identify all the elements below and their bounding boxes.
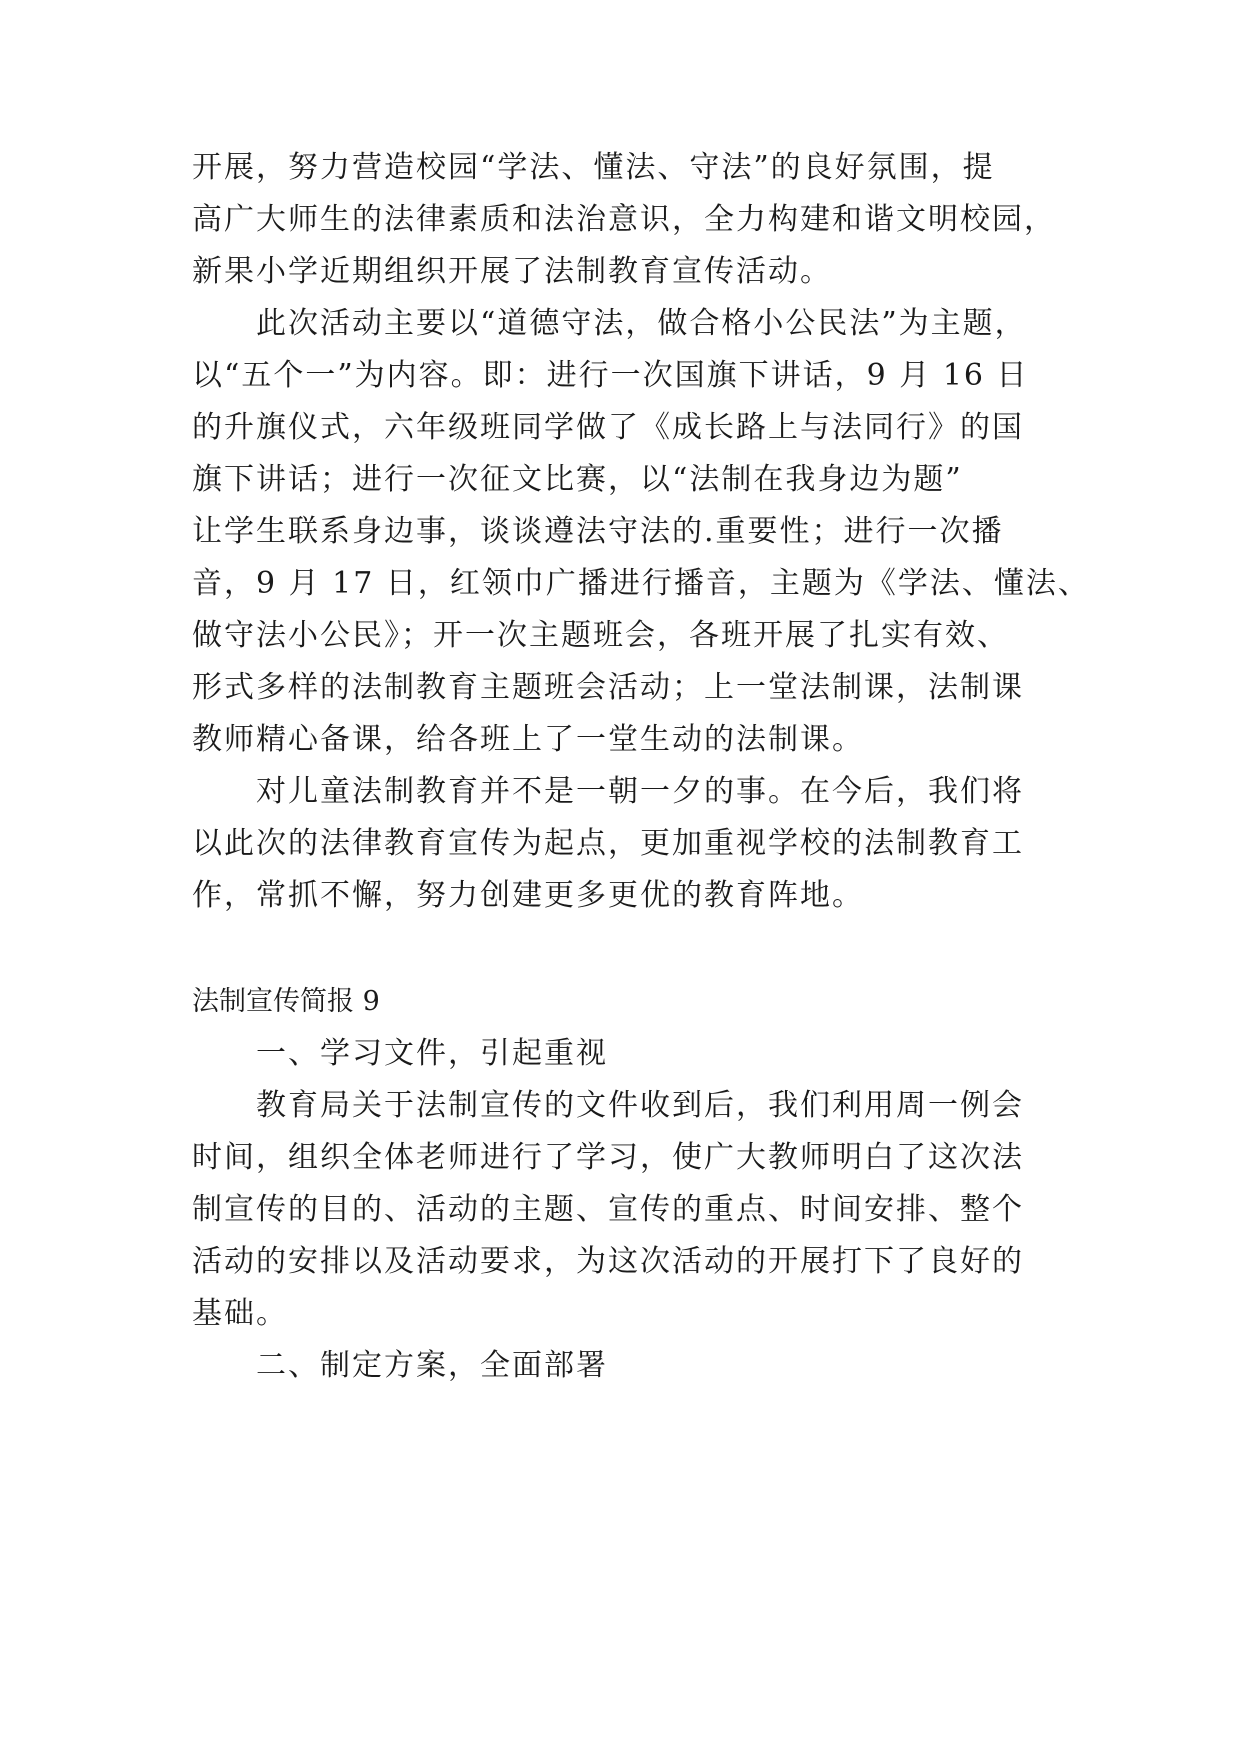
paragraph-1-line: 高广大师生的法律素质和法治意识，全力构建和谐文明校园，: [192, 202, 1056, 237]
paragraph-2-line: 教师精心备课，给各班上了一堂生动的法制课。: [192, 722, 864, 757]
paragraph-1-line: 新果小学近期组织开展了法制教育宣传活动。: [192, 254, 832, 289]
paragraph-4-line: 活动的安排以及活动要求，为这次活动的开展打下了良好的: [192, 1244, 1024, 1279]
paragraph-3-line: 对儿童法制教育并不是一朝一夕的事。在今后，我们将: [256, 774, 1024, 809]
paragraph-2-line: 让学生联系身边事，谈谈遵法守法的.重要性；进行一次播: [192, 514, 1004, 549]
paragraph-4-line: 制宣传的目的、活动的主题、宣传的重点、时间安排、整个: [192, 1192, 1024, 1227]
subheading-2: 二、制定方案，全面部署: [256, 1348, 608, 1383]
subheading-1: 一、学习文件，引起重视: [256, 1036, 608, 1071]
paragraph-2-line: 做守法小公民》；开一次主题班会，各班开展了扎实有效、: [192, 618, 1009, 653]
paragraph-4-line: 时间，组织全体老师进行了学习，使广大教师明白了这次法: [192, 1140, 1024, 1175]
paragraph-2-line: 音，9 月 17 日，红领巾广播进行播音，主题为《学法、懂法、: [192, 566, 1090, 601]
paragraph-2-line: 此次活动主要以“道德守法，做合格小公民法”为主题，: [256, 306, 1027, 341]
paragraph-2-line: 形式多样的法制教育主题班会活动；上一堂法制课，法制课: [192, 670, 1024, 705]
paragraph-4-line: 基础。: [192, 1296, 288, 1331]
paragraph-2-line: 以“五个一”为内容。即：进行一次国旗下讲话，9 月 16 日: [192, 358, 1029, 393]
paragraph-2-line: 的升旗仪式，六年级班同学做了《成长路上与法同行》的国: [192, 410, 1024, 445]
paragraph-4-line: 教育局关于法制宣传的文件收到后，我们利用周一例会: [256, 1088, 1024, 1123]
paragraph-1-line: 开展，努力营造校园“学法、懂法、守法”的良好氛围，提: [192, 150, 995, 185]
paragraph-3-line: 作，常抓不懈，努力创建更多更优的教育阵地。: [192, 878, 864, 913]
section-title: 法制宣传简报 9: [192, 986, 380, 1017]
paragraph-3-line: 以此次的法律教育宣传为起点，更加重视学校的法制教育工: [192, 826, 1024, 861]
paragraph-2-line: 旗下讲话；进行一次征文比赛，以“法制在我身边为题”: [192, 462, 963, 497]
